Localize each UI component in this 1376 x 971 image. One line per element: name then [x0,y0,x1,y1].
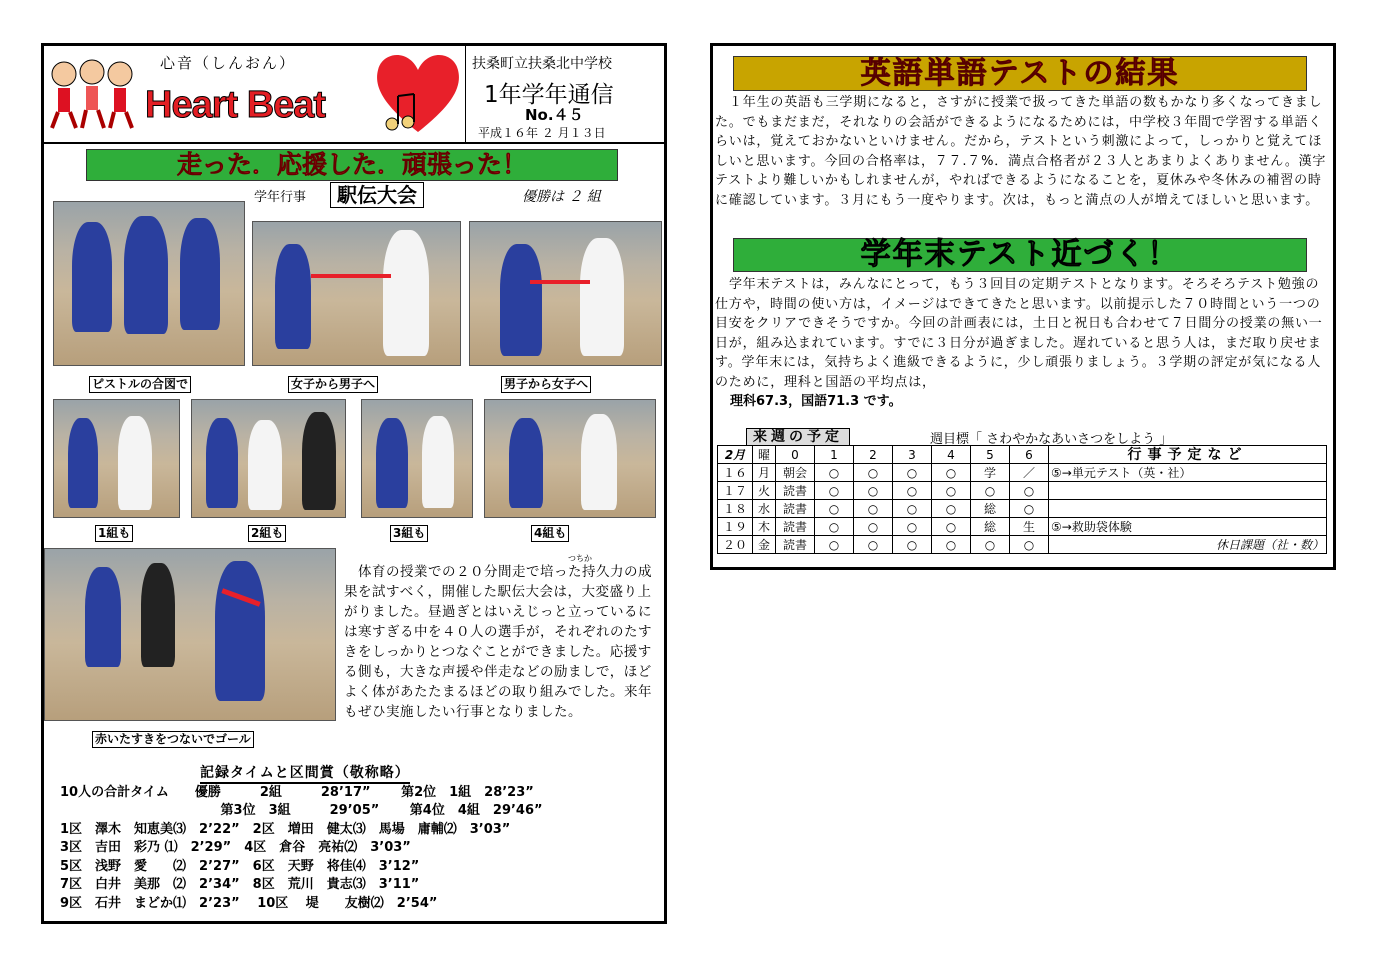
schedule-row [718,482,1327,500]
photo-goal [44,548,336,721]
photo-class2 [191,399,346,518]
english-test-banner: 英語単語テストの結果 [733,56,1307,91]
cell: 休日課題（社・数） [1049,536,1327,554]
cell: ○ [815,536,854,554]
shinon-text: 心音（しんおん） [160,54,297,72]
event-title: 駅伝大会 [330,182,424,208]
caption-class2: 2組も [248,525,286,542]
cell: ○ [854,518,893,536]
cell: ○ [893,464,932,482]
cell: ○ [815,518,854,536]
photo-class4 [484,399,656,518]
records-title: 記録タイムと区間賞（敬称略） [200,765,410,784]
final-exam-article: 学年末テストは，みんなにとって，もう３回目の定期テストとなります。そろそろテスト勉強の仕方や，時間の使い方は，イメージはできてきたと思います。以前提示した７０時間という一つの目安をクリアできそうですか。今回の計画表には，土日と祝日も合わせて７日間分の授業の無い一日が，組み込まれています。すでに３日分が過ぎました。遅れていると思う人は，まだ取り戻せます。学年末には，気持ちよく進級できるように，少し頑張りましょう。３学期の評定が気になる人のために，理科と国語の平均点は， [715,277,1323,390]
photo-class3 [361,399,473,518]
final-exam-banner: 学年末テスト近づく！ [733,238,1307,272]
heart-beat-logo: Heart Beat [145,84,326,126]
cell: ○ [815,464,854,482]
mascot-figures [48,52,138,132]
cell: 朝会 [776,464,815,482]
caption-class3: 3組も [390,525,428,542]
photo-class1 [53,399,180,518]
caption-boy-girl: 男子から女子へ [501,376,591,393]
cell: 総 [971,518,1010,536]
cell: ○ [1010,500,1049,518]
cell: ○ [971,536,1010,554]
headline-banner: 走った．応援した．頑張った！ [86,149,618,181]
photo-pistol-start [53,201,245,366]
cell: ○ [854,464,893,482]
cell: 水 [753,500,776,518]
schedule-table [717,445,1327,554]
photo-boy-to-girl [469,221,662,366]
col-4: 4 [932,446,971,464]
cell: 学 [971,464,1010,482]
record-line-3: 1区 澤木 知恵美⑶ 2’22” 2区 増田 健太⑶ 馬場 庸輔⑵ 3’03” [60,822,511,837]
weekly-goal: 週目標「 さわやかなあいさつをしよう 」 [930,432,1173,447]
schedule-row [718,536,1327,554]
cell: ○ [893,518,932,536]
cell: 読書 [776,518,815,536]
cell: ○ [1010,482,1049,500]
cell: ○ [893,482,932,500]
cell: ○ [932,500,971,518]
cell: ⑤→救助袋体験 [1049,518,1327,536]
heart-icon [372,46,464,140]
cell: ⑤→単元テスト（英・社） [1049,464,1327,482]
cell: ○ [815,500,854,518]
col-events: 行事予定など [1049,446,1327,464]
newsletter-title: 1年学年通信 [484,82,614,108]
record-line-4: 3区 吉田 彩乃 ⑴ 2’29” 4区 倉谷 亮祐⑵ 3’03” [60,840,411,855]
issue-number: No.４５ [525,106,584,124]
cell: ○ [932,464,971,482]
col-1: 1 [815,446,854,464]
cell: １８ [718,500,753,518]
schedule-row [718,464,1327,482]
record-line-7: 9区 石井 まどか⑴ 2’23” 10区 堤 友樹⑵ 2’54” [60,896,438,911]
cell: １９ [718,518,753,536]
record-line-2: 第3位 3組 29’05” 第4位 4組 29’46” [60,803,543,818]
cell: ／ [1010,464,1049,482]
ruby-tsuchika: つちか [568,554,592,563]
cell: 金 [753,536,776,554]
col-5: 5 [971,446,1010,464]
record-line-6: 7区 白井 美那 ⑵ 2’34” 8区 荒川 貴志⑶ 3’11” [60,877,420,892]
cell: ○ [854,536,893,554]
cell: ○ [854,500,893,518]
col-day: 曜 [753,446,776,464]
schedule-row [718,500,1327,518]
cell: ○ [893,500,932,518]
record-line-5: 5区 浅野 愛 ⑵ 2’27” 6区 天野 将佳⑷ 3’12” [60,859,420,874]
caption-goal: 赤いたすきをつないでゴール [92,731,254,748]
cell: １６ [718,464,753,482]
header-vline [465,46,466,142]
col-month: 2月 [718,446,753,464]
header-divider [44,142,664,144]
cell: 生 [1010,518,1049,536]
cell: 総 [971,500,1010,518]
caption-class1: 1組も [95,525,133,542]
cell: 読書 [776,500,815,518]
cell: ○ [815,482,854,500]
winner-text: 優勝は ２ 組 [522,189,601,205]
event-article: 体育の授業での２０分間走で培った持久力の成果を試すべく，開催した駅伝大会は，大変盛り上がりました。昼過ぎとはいえじっと立っているには寒すぎる中を４０人の選手が，それぞれのたすきをしっかりとつなぐことができました。応援する側も，大きな声援や伴走などの励ましで，ほどよく体があたたまるほどの取り組みでした。来年もぜひ実施したい行事となりました。 [344,564,652,720]
issue-date: 平成１６年 ２ 月１３日 [478,126,606,140]
col-2: 2 [854,446,893,464]
col-3: 3 [893,446,932,464]
cell [1049,482,1327,500]
english-test-article: １年生の英語も三学期になると，さすがに授業で扱ってきた単語の数もかなり多くなってきました。でもまだまだ，それなりの会話ができるようになるためには，中学校３年間で学習する単語くらいは，覚えておかないといけません。だから，テストという刺激によって，しっかりと覚えてほしいと思います。今回の合格率は，７７.７%．満点合格者が２３人とあまりよくありません。漢字テストより難しいかもしれませんが，やればできるようになることを，夏休みや冬休みの補習の時に確認しています。３月にもう一度やります。次は，もっと満点の人が増えてほしいと思います。 [715,95,1327,208]
photo-girl-to-boy [252,221,461,366]
event-label: 学年行事 [254,190,307,205]
cell: ○ [854,482,893,500]
cell: ○ [971,482,1010,500]
cell: 月 [753,464,776,482]
cell: ○ [932,482,971,500]
record-line-1: 10人の合計タイム 優勝 2組 28’17” 第2位 1組 28’23” [60,785,534,800]
cell: ○ [932,536,971,554]
cell: 読書 [776,536,815,554]
caption-pistol: ピストルの合図で [89,376,191,393]
cell: 木 [753,518,776,536]
cell: ２０ [718,536,753,554]
col-0: 0 [776,446,815,464]
average-scores: 理科67.3，国語71.3 です。 [730,394,902,409]
cell: ○ [893,536,932,554]
cell: １７ [718,482,753,500]
caption-girl-boy: 女子から男子へ [288,376,378,393]
cell [1049,500,1327,518]
school-name: 扶桑町立扶桑北中学校 [472,56,612,72]
cell: 読書 [776,482,815,500]
cell: ○ [932,518,971,536]
cell: ○ [1010,536,1049,554]
caption-class4: 4組も [531,525,569,542]
cell: 火 [753,482,776,500]
next-week-title: 来週の予定 [746,428,850,446]
schedule-row [718,518,1327,536]
schedule-header-row [718,446,1327,464]
col-6: 6 [1010,446,1049,464]
